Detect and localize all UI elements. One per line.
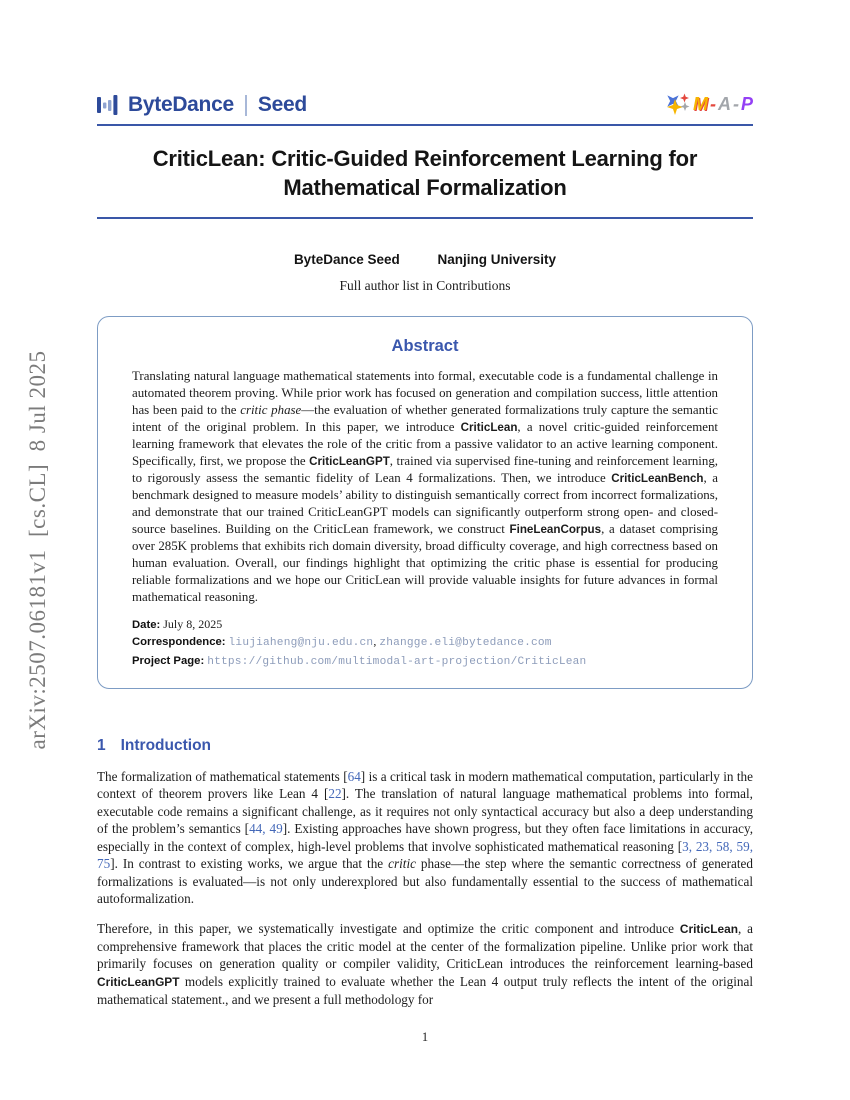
intro-paragraph-2: Therefore, in this paper, we systematically investigate and optimize the critic component and introduce CriticLean, a comprehensive framework that places the critic model at the center of the formalization pipeline. Unlike prior work that primarily focuses on generation quality or compiler validity, CriticLean introduces the reinforcement learning-based CriticLeanGPT models explicitly trained to evaluate whether the Lean 4 output truly reflects the intent of the original mathematical statement., and we present a full methodology for — [97, 921, 753, 1007]
content-column — [97, 0, 753, 1008]
map-letter-m: M — [692, 94, 708, 114]
header — [97, 92, 753, 126]
link[interactable]: https://github.com/multimodal-art-projection/CriticLean — [207, 655, 587, 668]
bytedance-seed-logo — [97, 93, 307, 117]
project-page-link — [207, 653, 586, 667]
correspondence-links: liujiaheng@nju.edu.cn, zhangge.eli@bytedance.com — [228, 634, 552, 650]
arxiv-watermark: arXiv:2507.06181v1 [cs.CL] 8 Jul 2025 — [25, 350, 50, 750]
date-value: July 8, 2025 — [163, 616, 223, 631]
map-dash: - — [709, 94, 716, 114]
link[interactable]: liujiaheng@nju.edu.cn — [228, 637, 374, 650]
abstract-box — [97, 316, 753, 690]
date-label: Date: — [132, 618, 161, 631]
section-number: 1 — [97, 737, 106, 755]
abstract-heading: Abstract — [391, 336, 459, 355]
citation-link[interactable]: 64 — [347, 769, 361, 785]
section-heading-introduction — [97, 737, 753, 755]
meta-correspondence-row — [132, 633, 718, 651]
citation-link[interactable]: 44, 49 — [249, 821, 283, 837]
bytedance-wordmark: ByteDance — [128, 93, 234, 116]
link[interactable]: zhangge.eli@bytedance.com — [379, 637, 552, 650]
page-number: 1 — [421, 1030, 429, 1044]
map-logo-icon — [664, 92, 691, 117]
author-note: Full author list in Contributions — [339, 277, 511, 293]
section-title: Introduction — [120, 737, 212, 755]
map-letter-a: A — [717, 94, 731, 114]
intro-paragraph-1: The formalization of mathematical statements [64] is a critical task in modern mathematical computation, particularly in the context of theorem provers like Lean 4 [22]. The translation of natural language mathematical problems into formal, executable code remains a significant challenge, as it requires not only syntactical accuracy but also a deep understanding of the problem’s semantics [44, 49]. Existing approaches have shown progress, but they often face limitations in accuracy, especially in the context of complex, high-level problems that involve sophisticated mathematical reasoning [3, 23, 58, 59, 75]. In contrast to existing works, we argue that the critic phase—the step where the semantic correctness of generated formalizations is evaluated—is not only underexplored but also fundamentally essential to the success of mathematical autoformalization. — [97, 769, 754, 906]
affiliation-bytedance-seed: ByteDance Seed — [293, 251, 400, 267]
paper-title: CriticLean: Critic-Guided Reinforcement Learning for Mathematical Formalization — [152, 146, 698, 201]
title-divider — [97, 217, 753, 219]
bytedance-logo-icon — [97, 94, 121, 116]
correspondence-label: Correspondence: — [132, 636, 226, 649]
map-letter-p: P — [740, 94, 753, 114]
paper-meta — [132, 616, 718, 670]
citation-link[interactable]: 3, 23, 58, 59, 75 — [97, 838, 753, 872]
meta-project-row — [132, 652, 718, 670]
abstract-body: Translating natural language mathematical statements into formal, executable code is a fundamental challenge in automated theorem proving. While prior work has focused on generation and compilation success, little attention has been paid to the critic phase—the evaluation of whether generated formalizations truly capture the semantic intent of the original problem. In this paper, we introduce CriticLean, a novel critic-guided reinforcement learning framework that elevates the role of the critic from a passive validator to an active learning component. Specifically, first, we propose the CriticLeanGPT, trained via supervised fine-tuning and reinforcement learning, to rigorously assess the semantic fidelity of Lean 4 formalizations. Then, we introduce CriticLeanBench, a benchmark designed to measure models’ ability to distinguish semantically correct from incorrect formalizations, and demonstrate that our trained CriticLeanGPT models can significantly outperform strong open- and closed-source baselines. Building on the CriticLean framework, we construct FineLeanCorpus, a dataset comprising over 285K problems that exhibits rich domain diversity, broad difficulty coverage, and high correctness based on human evaluation. Overall, our findings highlight that optimizing the critic phase is essential for producing reliable formalizations and we hope our CriticLean will provide valuable insights for future advances in formal mathematical reasoning. — [132, 368, 718, 604]
logo-divider — [245, 95, 247, 116]
affiliation-nanjing-university: Nanjing University — [437, 251, 557, 267]
map-dash: - — [732, 94, 739, 114]
seed-wordmark: Seed — [257, 93, 307, 116]
citation-link[interactable]: 22 — [328, 786, 342, 802]
map-logo — [664, 92, 753, 117]
project-page-label: Project Page: — [132, 654, 205, 667]
affiliations — [97, 252, 753, 267]
meta-date-row — [132, 616, 718, 634]
